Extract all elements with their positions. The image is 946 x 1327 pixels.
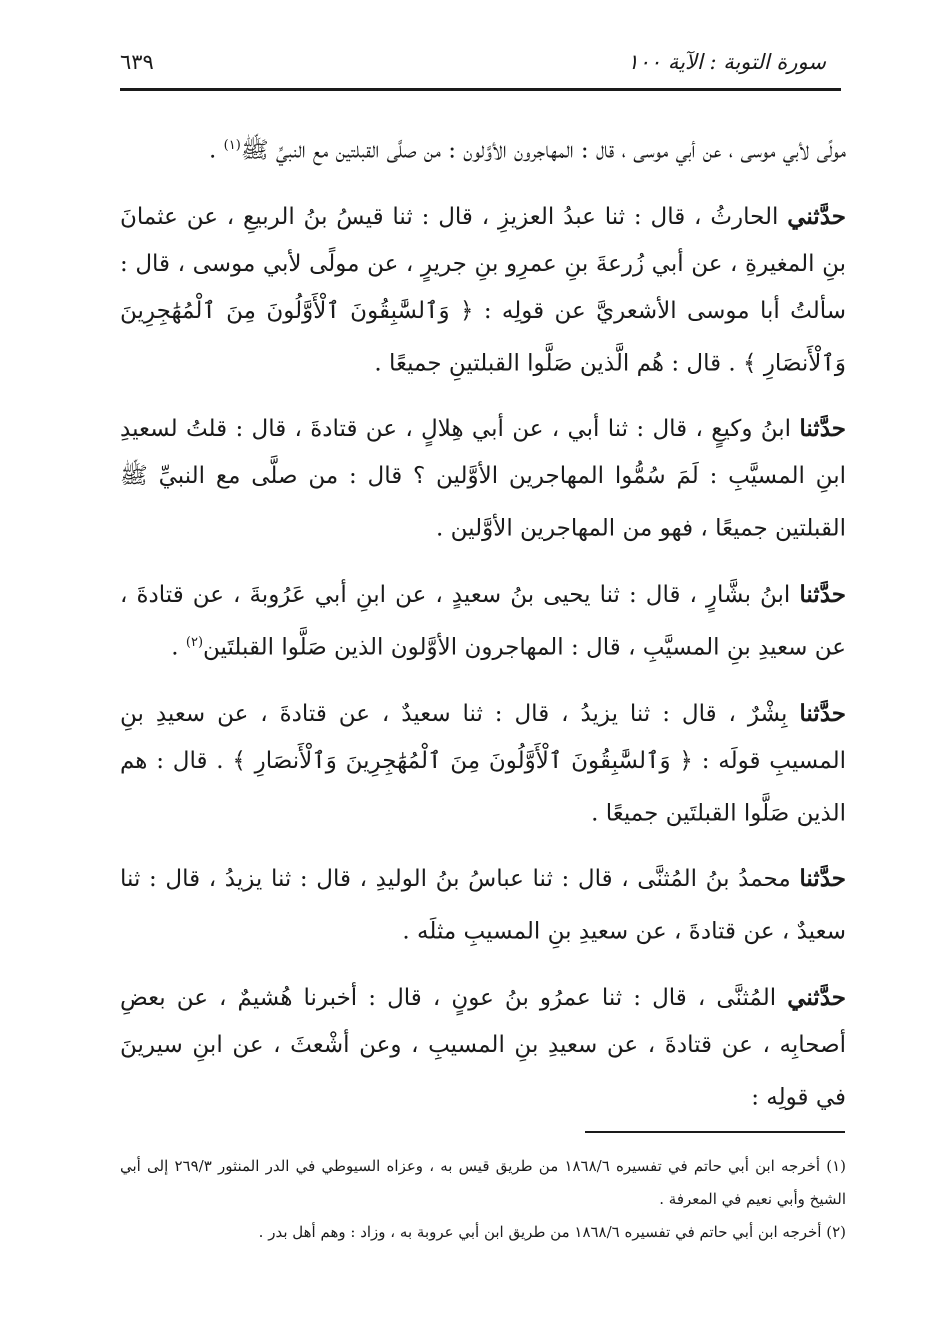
narration-lead: حدَّثنا — [799, 415, 846, 443]
paragraph — [120, 974, 846, 1122]
paragraph — [120, 855, 846, 956]
footnote: (١) أخرجه ابن أبي حاتم في تفسيره ١٨٦٨/٦ من طريق قيس به ، وعزاه السيوطي في الدر المنثور ٢٦٩/٣ إلى أبي الشيخ وأبي نعيم في المعرفة . — [120, 1157, 847, 1208]
paragraph — [120, 193, 846, 388]
paragraph-tail: . — [171, 634, 186, 661]
paragraph — [120, 571, 846, 672]
narration-lead: حدَّثني — [787, 202, 846, 230]
paragraph-text: ابنُ بشَّارٍ ، قال : ثنا يحيى بنُ سعيدٍ ، عن ابنِ أبي عَرُوبةَ ، عن قتادةَ ، عن سعيدِ بنِ المسيَّبِ ، قال : المهاجرون الأوَّلون الذين صَلَّوا القبلتَين — [120, 581, 846, 661]
narration-lead: حدَّثنا — [799, 699, 846, 727]
footnotes — [120, 1150, 846, 1249]
paragraph — [120, 405, 846, 553]
paragraph — [120, 122, 846, 175]
footnote-marker: (١) — [223, 138, 241, 153]
narration-lead: حدَّثني — [787, 983, 846, 1011]
footnote: (٢) أخرجه ابن أبي حاتم في تفسيره ١٨٦٨/٦ من طريق ابن أبي عروبة به ، وزاد : وهم أهل بدر . — [258, 1223, 846, 1241]
paragraph-text: ابنُ وكيعٍ ، قال : ثنا أبي ، عن أبي هِلالٍ ، عن قتادةَ ، قال : قلتُ لسعيدِ ابنِ المسيَّبِ : لَمَ سُمُّوا المهاجرين الأوَّلين ؟ قال : من صلَّى مع النبيِّ ﷺ القبلتين جميعًا ، فهو من المهاجرين الأوَّلين . — [120, 416, 846, 542]
footnote-separator — [585, 1131, 845, 1133]
paragraph — [120, 690, 846, 838]
paragraph-text: محمدُ بنُ المُثنَّى ، قال : ثنا عباسُ بنُ الوليدِ ، قال : ثنا يزيدُ ، قال : ثنا سعيدٌ ، عن قتادةَ ، عن سعيدِ بنِ المسيبِ مثلَه . — [120, 866, 846, 945]
footnote-marker: (٢) — [185, 634, 204, 650]
paragraph-text: مولًى لأبي موسى ، عن أبي موسى ، قال : المهاجرون الأوَّلون : من صلَّى القبلتين مع النبيِّ ﷺ — [240, 137, 846, 164]
page-number: ٦٣٩ — [120, 50, 154, 74]
narration-lead: حدَّثنا — [799, 580, 846, 608]
main-text — [120, 122, 846, 1140]
paragraph-text: الحارثُ ، قال : ثنا عبدُ العزيزِ ، قال : ثنا قيسُ بنُ الربيعِ ، عن عثمانَ بنِ المغيرةِ ، عن أبي زُرعةَ بنِ عمرِو بنِ جريرٍ ، عن مولًى لأبي موسى ، قال : سألتُ أبا موسى الأشعريَّ عن قولِه : ﴿ وَٱلسَّٰبِقُونَ ٱلْأَوَّلُونَ مِنَ ٱلْمُهَٰجِرِينَ وَٱلْأَنصَارِ ﴾ . قال : هُم الَّذين صَلَّوا القبلتينِ جميعًا . — [120, 203, 846, 377]
paragraph-text: بِشْرٌ ، قال : ثنا يزيدُ ، قال : ثنا سعيدٌ ، عن قتادةَ ، عن سعيدِ بنِ المسيبِ قولَه : ﴿ وَٱلسَّٰبِقُونَ ٱلْأَوَّلُونَ مِنَ ٱلْمُهَٰجِرِينَ وَٱلْأَنصَارِ ﴾ . قال : هم الذين صَلَّوا القبلتَين جميعًا . — [120, 700, 846, 827]
paragraph-tail: . — [209, 137, 224, 164]
narration-lead: حدَّثنا — [799, 865, 846, 893]
paragraph-text: المُثنَّى ، قال : ثنا عمرُو بنُ عونٍ ، قال : أخبرنا هُشيمٌ ، عن بعضِ أصحابِه ، عن قتادةَ ، عن سعيدِ بنِ المسيبِ ، وعن أشْعثَ ، عن ابنِ سيرينَ في قولِه : — [120, 984, 846, 1111]
header-rule — [120, 88, 841, 91]
page-header — [120, 42, 826, 82]
running-title: سورة التوبة : الآية ١٠٠ — [627, 50, 826, 74]
